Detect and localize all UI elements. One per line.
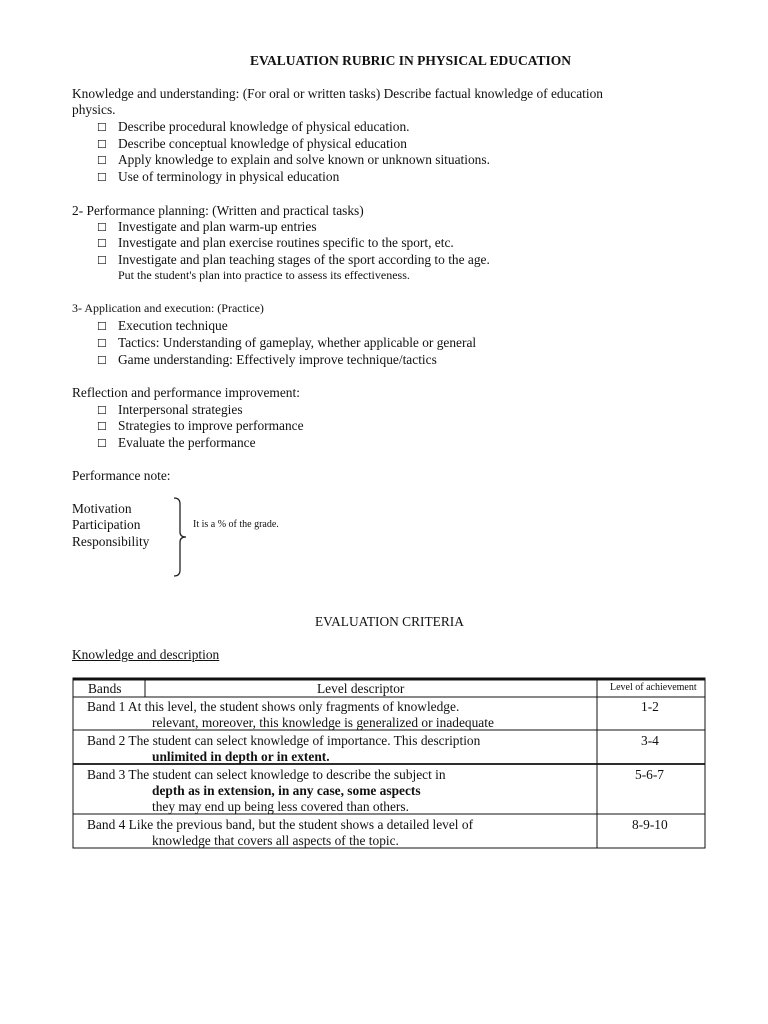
list-item: ☐ Evaluate the performance [97,434,256,453]
section-4-heading: Reflection and performance improvement: [72,385,300,400]
list-item: ☐ Use of terminology in physical education [97,168,339,187]
header-level-descriptor: Level descriptor [317,681,405,696]
checkbox-glyph-icon: ☐ [97,321,107,333]
page-title: EVALUATION RUBRIC IN PHYSICAL EDUCATION [250,53,572,68]
list-item: ☐ Game understanding: Effectively improve technique/tactics [97,351,437,370]
checkbox-glyph-icon: ☐ [97,238,107,250]
checkbox-glyph-icon: ☐ [97,172,107,184]
list-item: ☐ Interpersonal strategies [97,401,243,420]
checkbox-glyph-icon: ☐ [97,438,107,450]
table-row: Band 4 Like the previous band, but the student shows a detailed level of [87,817,474,832]
list-item: ☐ Investigate and plan exercise routines specific to the sport, etc. [97,234,454,253]
header-level-of-achievement: Level of achievement [610,682,697,693]
list-item: ☐ Describe procedural knowledge of physical education. [97,118,410,137]
section-2-heading: 2- Performance planning: (Written and practical tasks) [72,203,364,218]
table-row-level: 3-4 [641,733,659,748]
table-row-text: relevant, moreover, this knowledge is generalized or inadequate [152,715,494,730]
section-2-note: Put the student's plan into practice to assess its effectiveness. [118,268,410,282]
checkbox-glyph-icon: ☐ [97,338,107,350]
section-3-heading: 3- Application and execution: (Practice) [72,301,264,315]
list-item: ☐ Investigate and plan teaching stages of the sport according to the age. [97,251,490,270]
section-1-heading: Knowledge and understanding: (For oral or written tasks) Describe factual knowledge of education [72,86,603,101]
checkbox-glyph-icon: ☐ [97,421,107,433]
table-row: Band 2 The student can select knowledge of importance. This description [87,733,481,748]
table-row: Band 1 At this level, the student shows only fragments of knowledge. [87,699,460,714]
header-bands: Bands [88,681,122,696]
table-row-level: 1-2 [641,699,659,714]
checkbox-glyph-icon: ☐ [97,222,107,234]
checkbox-glyph-icon: ☐ [97,405,107,417]
performance-item-participation: Participation [72,517,141,532]
checkbox-glyph-icon: ☐ [97,139,107,151]
performance-note-label: Performance note: [72,468,171,483]
performance-item-responsibility: Responsibility [72,534,150,549]
table-row-text: depth as in extension, in any case, some aspects [152,783,421,798]
table-row: Band 3 The student can select knowledge to describe the subject in [87,767,446,782]
list-item: ☐ Describe conceptual knowledge of physical education [97,135,407,154]
list-item: ☐ Execution technique [97,317,228,336]
table-row-level: 5-6-7 [635,767,665,782]
performance-item-motivation: Motivation [72,501,132,516]
list-item: ☐ Investigate and plan warm-up entries [97,218,317,237]
checkbox-glyph-icon: ☐ [97,255,107,267]
table-row-text: knowledge that covers all aspects of the topic. [152,833,399,848]
checkbox-glyph-icon: ☐ [97,355,107,367]
table-row-text: unlimited in depth or in extent. [152,749,330,764]
curly-bracket [174,498,186,576]
bracket-note: It is a % of the grade. [193,519,279,530]
list-item: ☐ Tactics: Understanding of gameplay, whether applicable or general [97,334,476,353]
table-row-level: 8-9-10 [632,817,668,832]
list-item: ☐ Strategies to improve performance [97,417,304,436]
criteria-title: EVALUATION CRITERIA [315,614,464,629]
table-row-text: they may end up being less covered than others. [152,799,409,814]
checkbox-glyph-icon: ☐ [97,122,107,134]
list-item: ☐ Apply knowledge to explain and solve known or unknown situations. [97,151,490,170]
section-1-heading-cont: physics. [72,102,116,117]
checkbox-glyph-icon: ☐ [97,155,107,167]
subsection-title: Knowledge and description [72,647,220,662]
